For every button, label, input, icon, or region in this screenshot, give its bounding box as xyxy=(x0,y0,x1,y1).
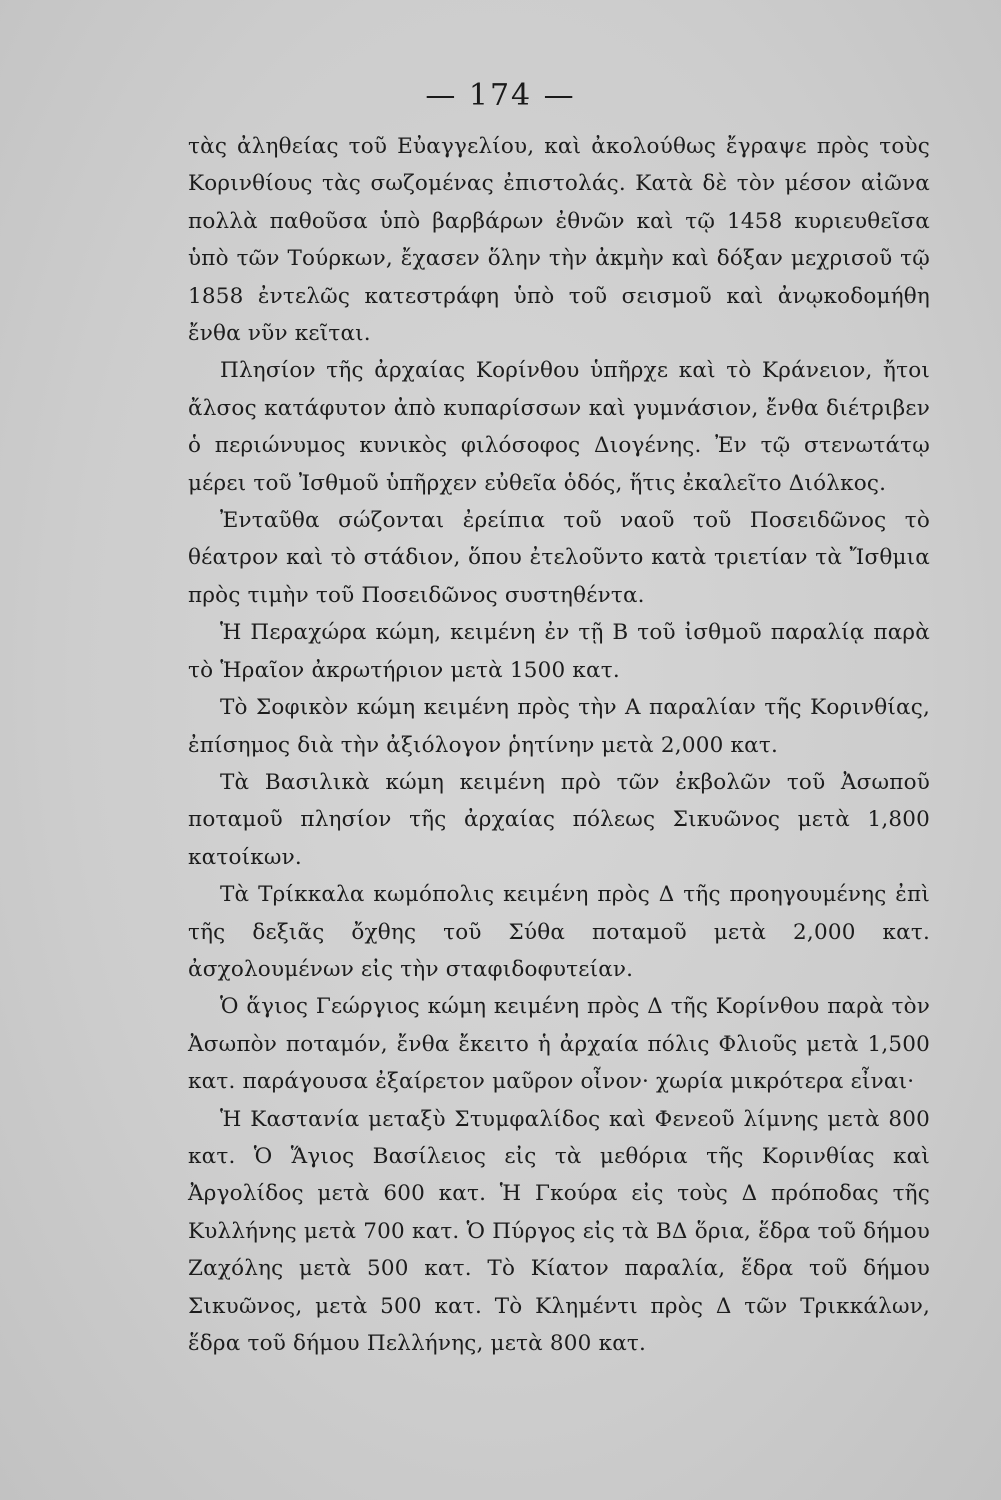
paragraph: Τὰ Βασιλικὰ κώμη κειμένη πρὸ τῶν ἐκβολῶν τοῦ Ἀσωποῦ ποταμοῦ πλησίον τῆς ἀρχαίας πόλεως Σικυῶνος μετὰ 1,800 κατοίκων. xyxy=(188,769,930,870)
paragraph: τὰς ἀληθείας τοῦ Εὐαγγελίου, καὶ ἀκολούθως ἔγραψε πρὸς τοὺς Κορινθίους τὰς σωζομένας ἐπιστολάς. Κατὰ δὲ τὸν μέσον αἰῶνα πολλὰ παθοῦσα ὑπὸ βαρβάρων ἐθνῶν καὶ τῷ 1458 κυριευθεῖσα ὑπὸ τῶν Τούρκων, ἔχασεν ὅλην τὴν ἀκμὴν καὶ δόξαν μεχρισοῦ τῷ 1858 ἐντελῶς κατεστράφη ὑπὸ τοῦ σεισμοῦ καὶ ἀνῳκοδομήθη ἔνθα νῦν κεῖται. xyxy=(188,134,930,347)
paragraph: Τὰ Τρίκκαλα κωμόπολις κειμένη πρὸς Δ τῆς προηγουμένης ἐπὶ τῆς δεξιᾶς ὄχθης τοῦ Σύθα ποταμοῦ μετὰ 2,000 κατ. ἀσχολουμένων εἰς τὴν σταφιδοφυτείαν. xyxy=(188,882,930,982)
page-number: — 174 — xyxy=(425,78,576,113)
body-text xyxy=(188,128,930,1362)
paragraph: Ἡ Περαχώρα κώμη, κειμένη ἐν τῇ Β τοῦ ἰσθμοῦ παραλίᾳ παρὰ τὸ Ἡραῖον ἀκρωτήριον μετὰ 1500 κατ. xyxy=(188,620,930,683)
paragraph: Ἡ Καστανία μεταξὺ Στυμφαλίδος καὶ Φενεοῦ λίμνης μετὰ 800 κατ. Ὁ Ἅγιος Βασίλειος εἰς τὰ μεθόρια τῆς Κορινθίας καὶ Ἀργολίδος μετὰ 600 κατ. Ἡ Γκούρα εἰς τοὺς Δ πρόποδας τῆς Κυλλήνης μετὰ 700 κατ. Ὁ Πύργος εἰς τὰ ΒΔ ὅρια, ἕδρα τοῦ δήμου Ζαχόλης μετὰ 500 κατ. Τὸ Κίατον παραλία, ἕδρα τοῦ δήμου Σικυῶνος, μετὰ 500 κατ. Τὸ Κλημέντι πρὸς Δ τῶν Τρικκάλων, ἕδρα τοῦ δήμου Πελλήνης, μετὰ 800 κατ. xyxy=(188,1106,930,1356)
paragraph: Ὁ ἅγιος Γεώργιος κώμη κειμένη πρὸς Δ τῆς Κορίνθου παρὰ τὸν Ἀσωπὸν ποταμόν, ἔνθα ἔκειτο ἡ ἀρχαία πόλις Φλιοῦς μετὰ 1,500 κατ. παράγουσα ἐξαίρετον μαῦρον οἶνον· χωρία μικρότερα εἶναι· xyxy=(188,994,930,1095)
paragraph: Ἐνταῦθα σώζονται ἐρείπια τοῦ ναοῦ τοῦ Ποσειδῶνος τὸ θέατρον καὶ τὸ στάδιον, ὅπου ἐτελοῦντο κατὰ τριετίαν τὰ Ἴσθμια πρὸς τιμὴν τοῦ Ποσειδῶνος συστηθέντα. xyxy=(188,508,930,608)
paragraph: Τὸ Σοφικὸν κώμη κειμένη πρὸς τὴν Α παραλίαν τῆς Κορινθίας, ἐπίσημος διὰ τὴν ἀξιόλογον ῥητίνην μετὰ 2,000 κατ. xyxy=(188,695,930,758)
paragraph: Πλησίον τῆς ἀρχαίας Κορίνθου ὑπῆρχε καὶ τὸ Κράνειον, ἤτοι ἄλσος κατάφυτον ἀπὸ κυπαρίσσων καὶ γυμνάσιον, ἔνθα διέτριβεν ὁ περιώνυμος κυνικὸς φιλόσοφος Διογένης. Ἐν τῷ στενωτάτῳ μέρει τοῦ Ἰσθμοῦ ὑπῆρχεν εὐθεῖα ὁδός, ἥτις ἐκαλεῖτο Διόλκος. xyxy=(188,358,930,496)
